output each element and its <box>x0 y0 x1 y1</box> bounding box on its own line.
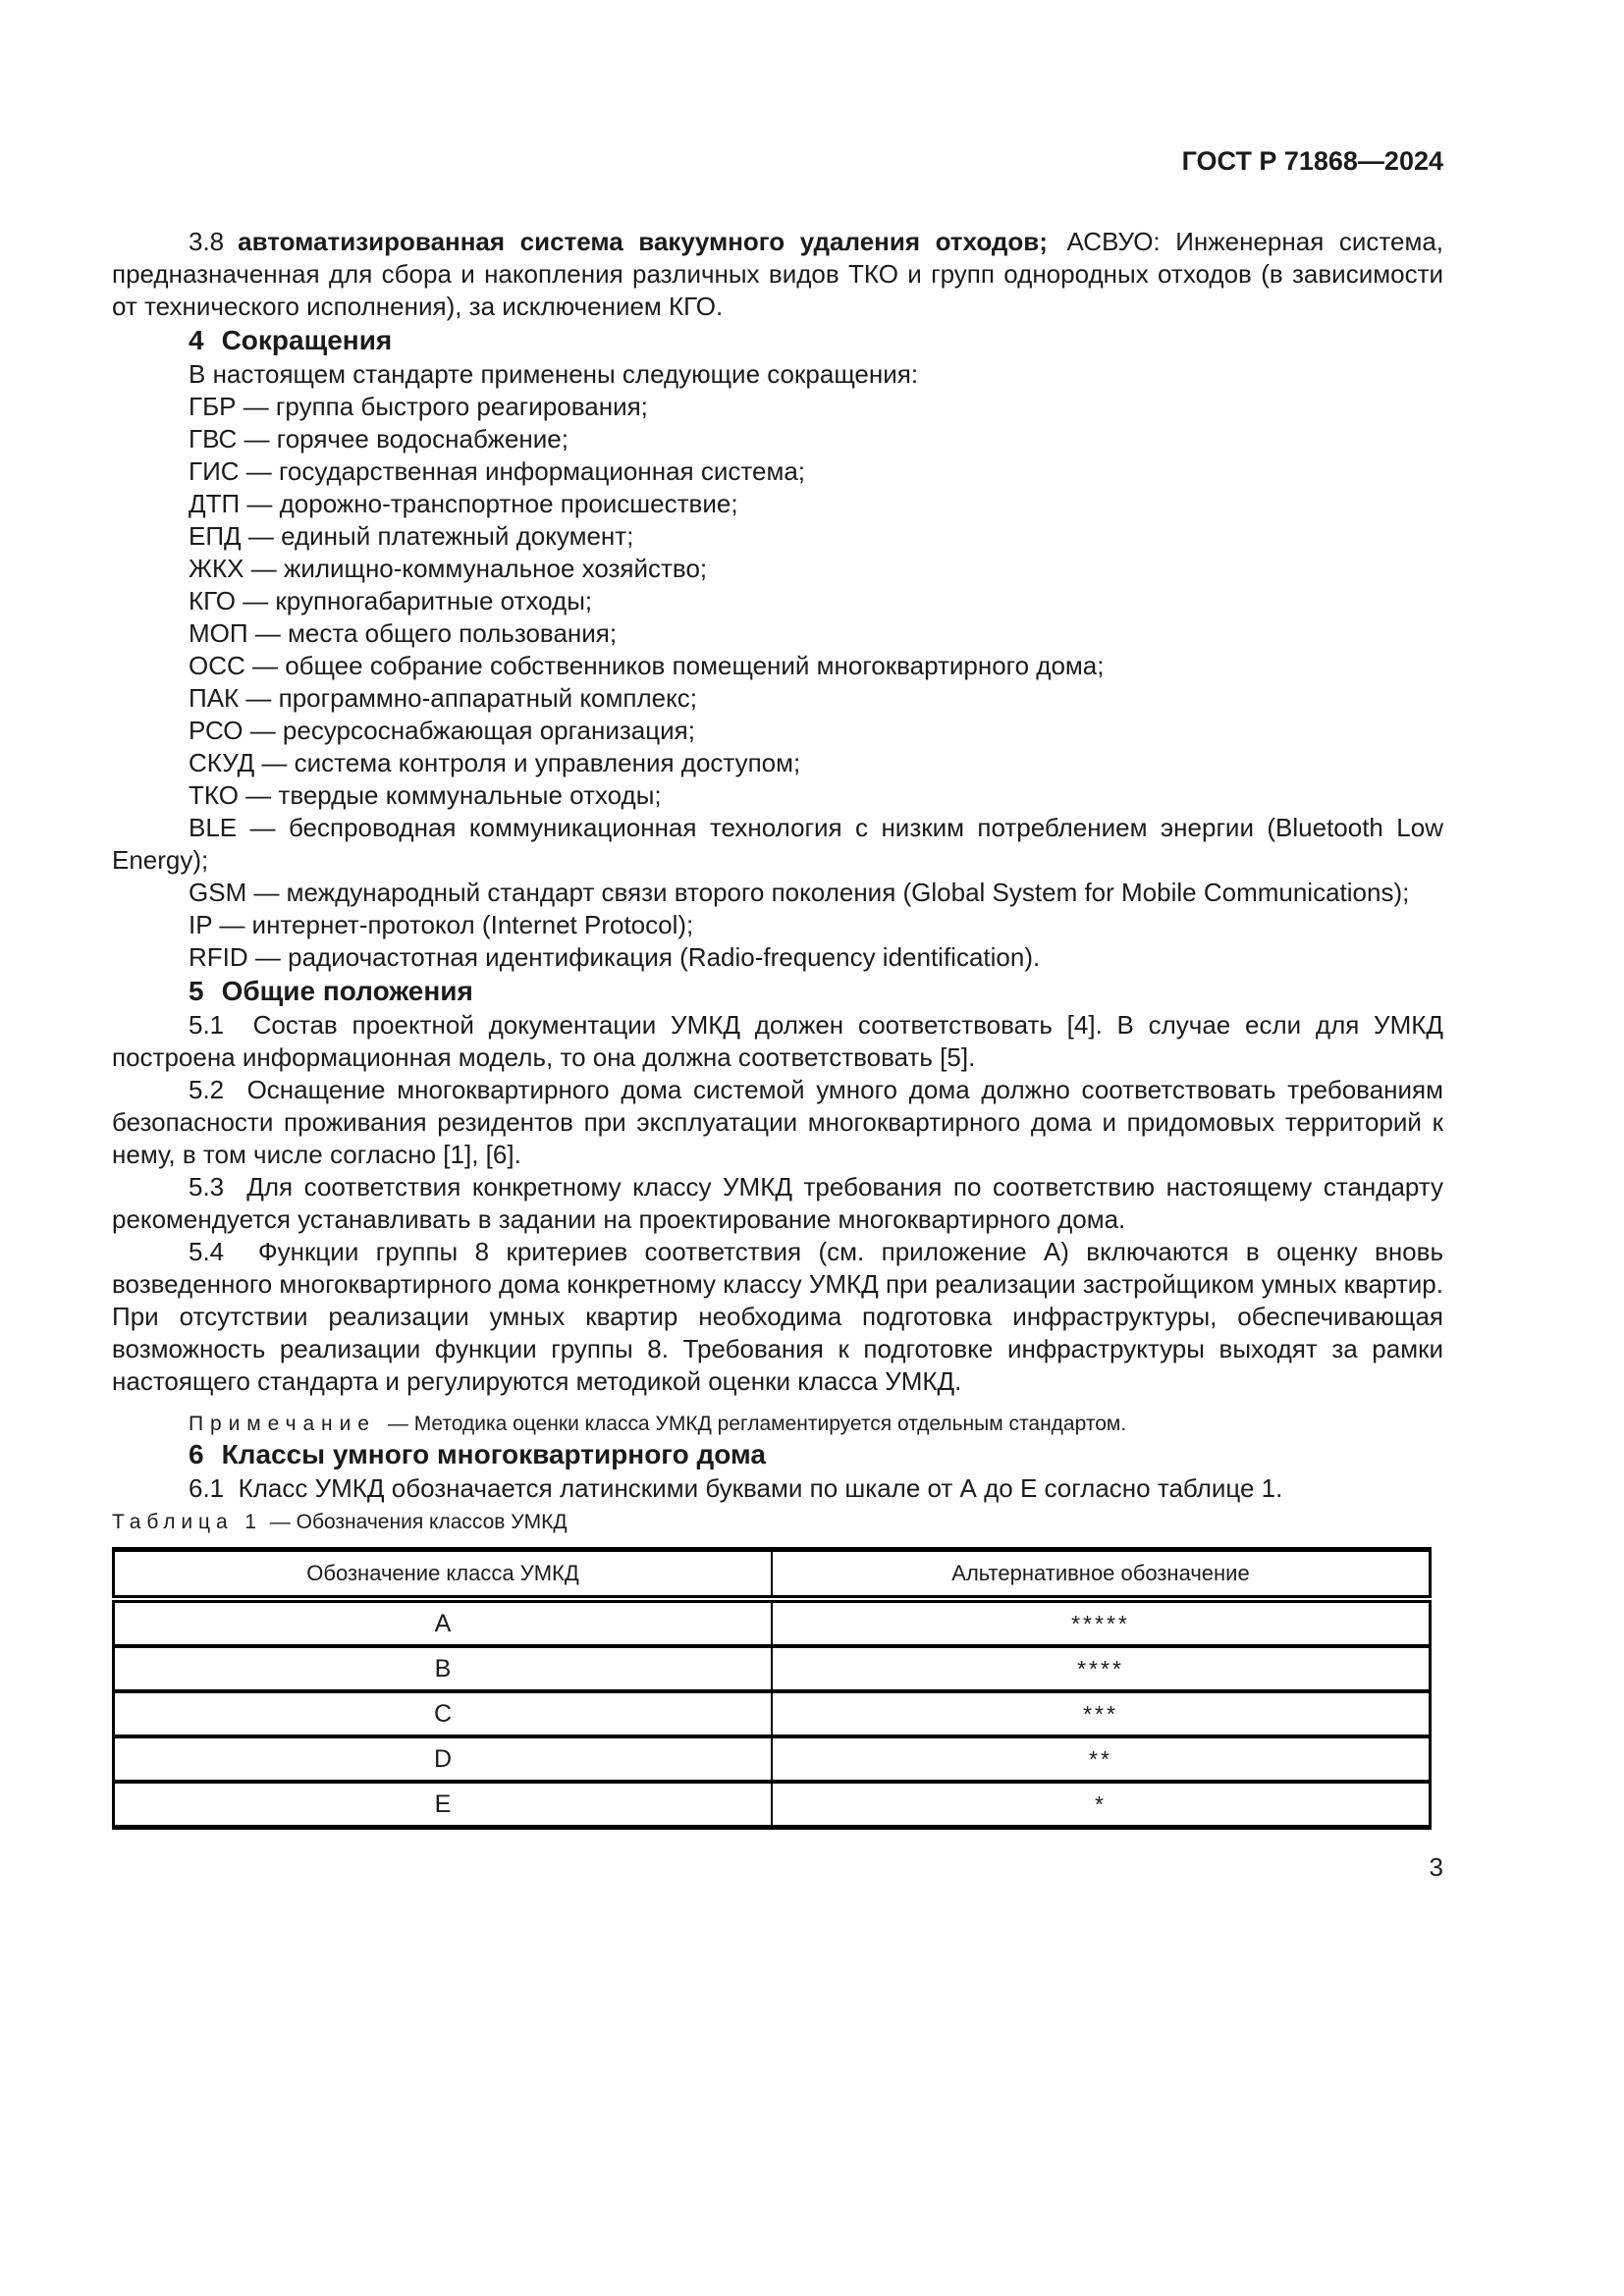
table-caption-text: — Обозначения классов УМКД <box>269 1511 568 1533</box>
alternative-designation-cell: *** <box>772 1691 1431 1736</box>
alternative-designation-cell: ***** <box>772 1599 1431 1646</box>
table-caption-label: Таблица 1 <box>112 1511 262 1533</box>
abbreviation-item: ДТП — дорожно-транспортное происшествие; <box>189 489 738 518</box>
table-row <box>114 1599 1431 1646</box>
abbreviation-item: ПАК — программно-аппаратный комплекс; <box>189 683 697 713</box>
abbreviation-item: RFID — радиочастотная идентификация (Radio-frequency identification). <box>189 942 1041 972</box>
abbreviation-item: СКУД — система контроля и управления доступом; <box>189 748 801 777</box>
definition-3-8 <box>112 226 1443 323</box>
note <box>112 1412 1443 1437</box>
page-number: 3 <box>1429 1852 1443 1882</box>
abbreviation-item: ЖКХ — жилищно-коммунальное хозяйство; <box>189 554 708 583</box>
column-header-class: Обозначение класса УМКД <box>114 1550 773 1600</box>
abbreviation-item: ГИС — государственная информационная система; <box>189 456 805 486</box>
section-5-number: 5 <box>189 976 204 1006</box>
table-row <box>114 1691 1431 1736</box>
class-designation-cell: B <box>114 1646 773 1691</box>
abbreviation-item: ОСС — общее собрание собственников помещений многоквартирного дома; <box>189 651 1105 680</box>
table-row <box>114 1736 1431 1782</box>
section-5-paragraph: 5.4 Функции группы 8 критериев соответствия (см. приложение А) включаются в оценку вновь возведенного многоквартирного дома конкретному классу УМКД при реализации застройщиком умных квартир. При отсутствии реализации умных квартир необходима подготовка инфраструктуры, обеспечивающая возможность реализации функции группы 8. Требования к подготовке инфраструктуры выходят за рамки настоящего стандарта и регулируются методикой оценки класса УМКД. <box>112 1237 1443 1396</box>
section-6-number: 6 <box>189 1439 204 1469</box>
definition-text: АСВУО: Инженерная система, предназначенная для сбора и накопления различных видов ТКО и групп однородных отходов (в зависимости от технического исполнения), за исключением КГО. <box>112 227 1444 321</box>
abbreviation-list <box>112 391 1443 974</box>
alternative-designation-cell: * <box>772 1782 1431 1828</box>
table-row <box>114 1646 1431 1691</box>
section-5-paragraph: 5.3 Для соответствия конкретному классу УМКД требования по соответствию настоящему стандарту рекомендуется устанавливать в задании на проектирование многоквартирного дома. <box>112 1172 1443 1234</box>
section-5-paragraph: 5.2 Оснащение многоквартирного дома системой умного дома должно соответствовать требованиям безопасности проживания резидентов при эксплуатации многоквартирного дома и придомовых территорий к нему, в том числе согласно [1], [6]. <box>112 1075 1443 1169</box>
class-designation-cell: C <box>114 1691 773 1736</box>
definition-number: 3.8 <box>189 227 225 256</box>
table-row <box>114 1782 1431 1828</box>
abbreviation-item: КГО — крупногабаритные отходы; <box>189 586 593 615</box>
abbreviation-item: РСО — ресурсоснабжающая организация; <box>189 716 695 745</box>
section-6-title: Классы умного многоквартирного дома <box>221 1439 766 1469</box>
page-content <box>112 0 1443 1884</box>
section-5-title: Общие положения <box>221 976 473 1006</box>
note-label: Примечание <box>189 1413 376 1435</box>
abbreviation-item: ГВС — горячее водоснабжение; <box>189 424 568 454</box>
note-text: — Методика оценки класса УМКД регламентируется отдельным стандартом. <box>387 1413 1127 1435</box>
column-header-alternative: Альтернативное обозначение <box>772 1550 1431 1600</box>
abbreviation-item: ТКО — твердые коммунальные отходы; <box>189 780 662 810</box>
abbreviation-item: МОП — места общего пользования; <box>189 618 618 648</box>
table-body <box>114 1599 1431 1828</box>
umkd-classes-table <box>112 1547 1432 1830</box>
abbreviation-item: GSM — международный стандарт связи второго поколения (Global System for Mobile Communications); <box>189 878 1410 907</box>
standard-code-header: ГОСТ Р 71868—2024 <box>1181 146 1443 176</box>
section-6-heading <box>112 1437 1443 1472</box>
class-designation-cell: D <box>114 1736 773 1782</box>
section-5-heading <box>112 974 1443 1009</box>
class-designation-cell: E <box>114 1782 773 1828</box>
definition-term: автоматизированная система вакуумного удаления отходов; <box>238 227 1048 256</box>
section-5-paragraph: 5.1 Состав проектной документации УМКД должен соответствовать [4]. В случае если для УМКД построена информационная модель, то она должна соответствовать [5]. <box>112 1010 1443 1072</box>
class-designation-cell: A <box>114 1599 773 1646</box>
abbreviation-item: BLE — беспроводная коммуникационная технология с низким потреблением энергии (Bluetooth Low Energy); <box>112 813 1443 875</box>
abbreviation-item: IP — интернет-протокол (Internet Protocol); <box>189 910 694 939</box>
section-4-heading <box>112 323 1443 358</box>
section-4-title: Сокращения <box>221 325 393 355</box>
table-caption <box>112 1510 1443 1535</box>
alternative-designation-cell: **** <box>772 1646 1431 1691</box>
section-5-paragraphs <box>112 1009 1443 1398</box>
paragraph-6-1: 6.1 Класс УМКД обозначается латинскими буквами по шкале от А до Е согласно таблице 1. <box>189 1473 1283 1503</box>
alternative-designation-cell: ** <box>772 1736 1431 1782</box>
abbreviations-intro: В настоящем стандарте применены следующие сокращения: <box>189 359 919 389</box>
abbreviation-item: ГБР — группа быстрого реагирования; <box>189 392 648 421</box>
abbreviation-item: ЕПД — единый платежный документ; <box>189 521 634 551</box>
table-header-row <box>114 1550 1431 1600</box>
section-4-number: 4 <box>189 325 204 355</box>
